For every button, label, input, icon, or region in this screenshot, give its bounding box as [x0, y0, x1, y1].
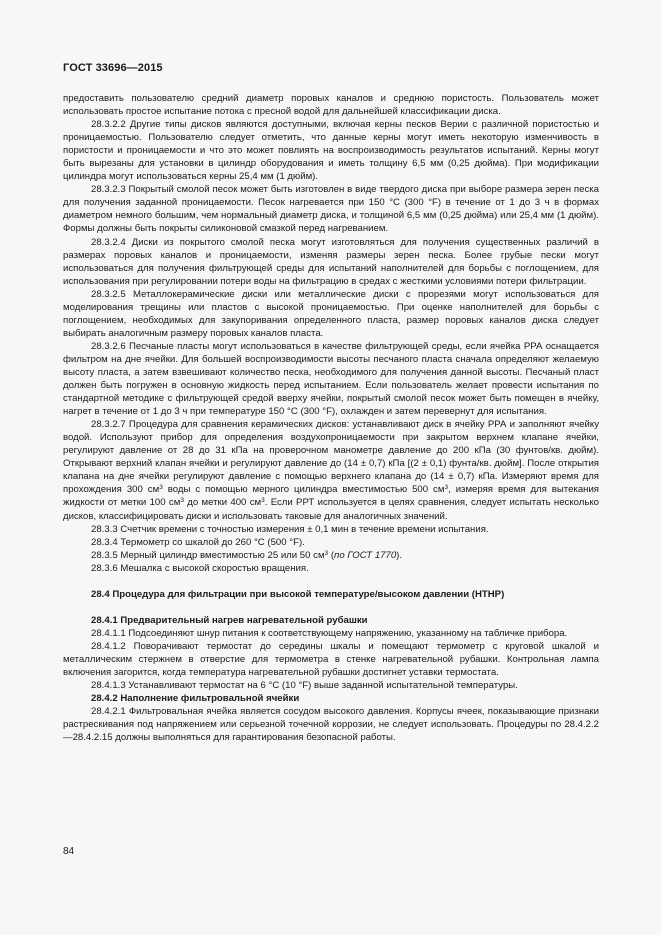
paragraph: 28.3.2.6 Песчаные пласты могут использоваться в качестве фильтрующей среды, если ячейка РРА оснащается фильтром на дне ячейки. Для большей воспроизводимости высоты песчаного пласта сначала определяют желаемую высоту пласта, а затем взвешивают количество песка, необходимого для получения данной высоты. Песчаный пласт должен быть погружен в основную жидкость перед испытанием. Если пользователь желает провести испытания по стандартной методике с фильтрующей средой вверху ячейки, покрытый смолой песок может быть помещен в ячейку, нагрет в течение от 1 до 3 ч при температуре 150 °С (300 °F), охлажден и затем перевернут для испытания.	[63, 340, 599, 418]
paragraph	[63, 549, 599, 562]
paragraph: 28.3.4 Термометр со шкалой до 260 °С (500 °F).	[91, 536, 305, 548]
subsection-heading: 28.4.2 Наполнение фильтровальной ячейки	[91, 693, 300, 705]
document-body	[63, 92, 599, 744]
superscript: 3	[159, 484, 163, 492]
document-header: ГОСТ 33696—2015	[63, 62, 163, 74]
superscript: 3	[261, 497, 265, 505]
superscript: 3	[324, 549, 329, 557]
page-number: 84	[63, 846, 75, 857]
superscript: 3	[180, 497, 184, 505]
text-run: 28.3.2.7 Процедура для сравнения керамических дисков: устанавливают диск в ячейку РРА и заполняют ячейку водой. Используют прибор для определения воздухопроницаемости при закрытом верхнем клапане ячейки, регулируют давление от 28 до 31 кПа на проверочном манометре давление до 200 кПа (30 фунтов/кв. дюйм). Открывают верхний клапан ячейки и регулируют давление до (14 ± 0,7) кПа [(2 ± 0,1) фунта/кв. дюйм]. После открытия клапана на дне ячейки регулируют давление с помощью верхнего клапана до (14 ± 0,7) кПа. Измеряют время для прохождения 300 см	[63, 419, 599, 496]
paragraph	[63, 418, 599, 522]
text-run: до метки 400 см	[183, 497, 262, 509]
paragraph: 28.4.1.2 Поворачивают термостат до середины шкалы и помещают термометр с круговой шкалой и металлическим стержнем в отверстие для термометра в стенке нагревательной рубашки. Контрольная лампа включения загорится, когда температура нагревательной рубашки достигнет уставки термостата.	[63, 640, 599, 678]
text-run: . Если РРТ используется в целях сравнения, следует испытать несколько дисков, классифицировать диски и использовать таковые для аналогичных значений.	[63, 497, 599, 522]
paragraph: 28.3.2.5 Металлокерамические диски или металлические диски с прорезями могут использоваться для моделирования трещины или пластов с высокой проницаемостью. При оценке наполнителей для борьбы с поглощением, необходимых для закупоривания определенного пласта, размер поровых каналов диска следует выбирать аналогичным размеру поровых каналов пласта.	[63, 288, 599, 339]
text-run: , измеряя время для вытекания жидкости от метки 100 см	[63, 484, 600, 509]
standard-reference: по ГОСТ 1770	[334, 549, 397, 561]
spacer	[63, 601, 599, 614]
paragraph: 28.4.2.1 Фильтровальная ячейка является сосудом высокого давления. Корпусы ячеек, показывающие признаки растрескивания под напряжением или серьезной точечной коррозии, не следует использовать. Процедуры по 28.4.2.2—28.4.2.15 должны выполняться для гарантирования безопасной работы.	[63, 706, 599, 744]
spacer	[63, 575, 599, 588]
paragraph: 28.3.2.2 Другие типы дисков являются доступными, включая керны песков Верии с различной пористостью и проницаемостью. Пользователю следует отметить, что данные керны могут иметь некоторую изменчивость в пористости и проницаемости и что это может повлиять на воспроизводимость результатов испытаний. Керны могут быть вырезаны для установки в цилиндр оборудования и иметь толщину 6,5 мм (0,25 дюйма). При модификации цилиндра могут использоваться керны 25,4 мм (1 дюйм).	[63, 119, 599, 183]
text-run: воды с помощью мерного цилиндра вместимостью 500 см	[162, 484, 445, 496]
paragraph: предоставить пользователю средний диаметр поровых каналов и среднюю пористость. Пользователь может использовать простое испытание потока с пресной водой для дальнейшей классификации диска.	[63, 93, 599, 118]
text-run: ).	[396, 549, 403, 561]
subsection-heading: 28.4.1 Предварительный нагрев нагревательной рубашки	[91, 614, 368, 626]
paragraph: 28.3.3 Счетчик времени с точностью измерения ± 0,1 мин в течение времени испытания.	[91, 523, 489, 535]
text-run: (	[328, 549, 335, 561]
paragraph: 28.4.1.1 Подсоединяют шнур питания к соответствующему напряжению, указанному на табличке прибора.	[91, 627, 568, 639]
superscript: 3	[444, 484, 449, 492]
section-heading: 28.4 Процедура для фильтрации при высокой температуре/высоком давлении (НТНР)	[91, 588, 505, 600]
paragraph: 28.4.1.3 Устанавливают термостат на 6 °С (10 °F) выше заданной испытательной температуры.	[91, 680, 518, 692]
paragraph: 28.3.6 Мешалка с высокой скоростью вращения.	[91, 562, 309, 574]
text-run: 28.3.5 Мерный цилиндр вместимостью 25 или 50 см	[91, 549, 325, 561]
paragraph: 28.3.2.3 Покрытый смолой песок может быть изготовлен в виде твердого диска при выборе размера зерен песка для получения заданной проницаемости. Песок нагревается при 150 °С (300 °F) в течение от 1 до 3 ч в формах диаметром немного большим, чем нормальный диаметр диска, и толщиной 6,5 мм (0,25 дюйма) или 25,4 мм (1 дюйм). Формы должны быть покрыты силиконовой смазкой перед нагреванием.	[63, 184, 599, 235]
paragraph: 28.3.2.4 Диски из покрытого смолой песка могут изготовляться для получения существенных различий в размерах поровых каналов и проницаемости, изменяя размеры зерен песка. Более грубые пески могут использоваться для получения фильтрующей среды для испытаний наполнителей для борьбы с поглощением, для использования при регулировании потери воды на фильтрацию в средах с жесткими условиями потери фильтрации.	[63, 236, 599, 287]
